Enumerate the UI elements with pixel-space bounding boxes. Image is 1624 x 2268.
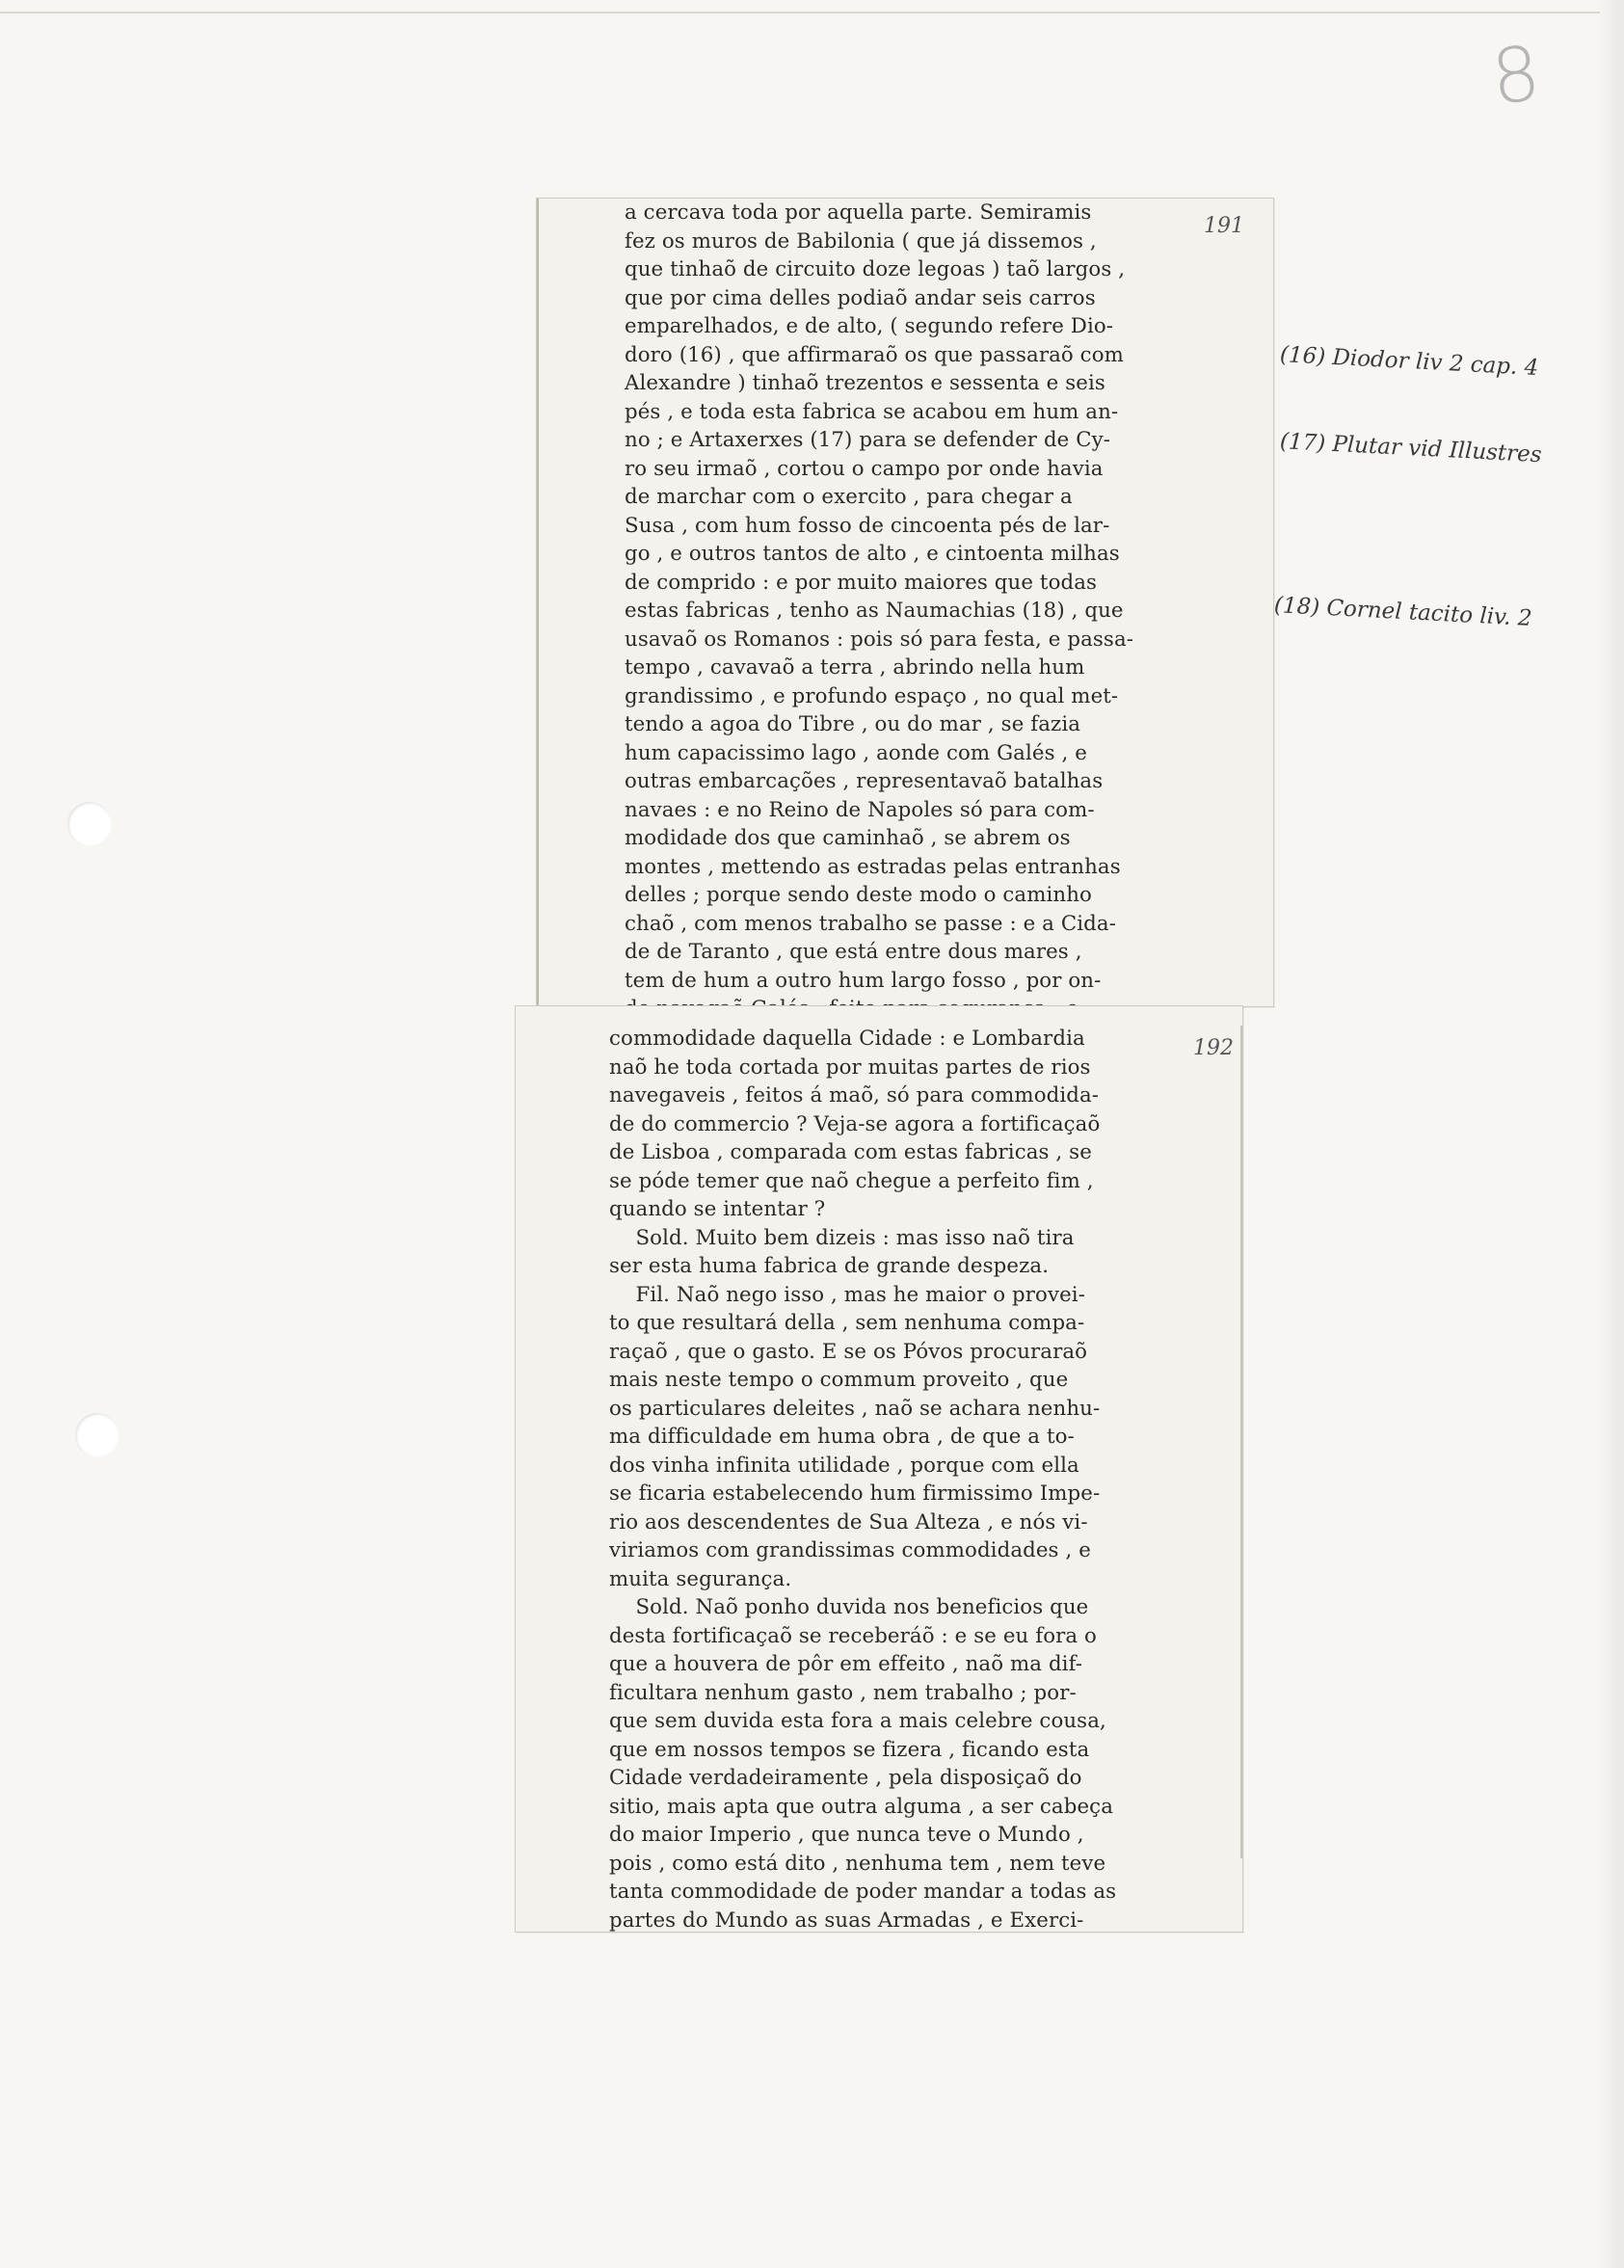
clipping-2 [515,1005,1243,1933]
punch-hole-top [67,802,112,846]
clipping-1 [536,198,1274,1007]
clipping-1-text: a cercava toda por aquella parte. Semiramis fez os muros de Babilonia ( que já dissemos , que tinhaõ de circuito doze legoas ) taõ largos , que por cima delles podiaõ andar seis carros emparelhados, e de alto, ( segundo refere Dio- doro (16) , que affirmaraõ os que passaraõ com Alexandre ) tinhaõ trezentos e sessenta e seis pés , e toda esta fabrica se acabou em hum an- no ; e Artaxerxes (17) para se defender de Cy- ro seu irmaõ , cortou o campo por onde havia de marchar com o exercito , para chegar a Susa , com hum fosso de cincoenta pés de lar- go , e outros tantos de alto , e cintoenta milhas de comprido : e por muito maiores que todas estas fabricas , tenho as Naumachias (18) , que usavaõ os Romanos : pois só para festa, e passa- tempo , cavavaõ a terra , abrindo nella hum grandissimo , e profundo espaço , no qual met- tendo a agoa do Tibre , ou do mar , se fazia hum capacissimo lago , aonde com Galés , e outras embarcações , representavaõ batalhas navaes : e no Reino de Napoles só para com- modidade dos que caminhaõ , se abrem os montes , mettendo as estradas pelas entranhas delles ; porque sendo deste modo o caminho chaõ , com menos trabalho se passe : e a Cida- de de Taranto , que está entre dous mares , tem de hum a outro hum largo fosso , por on- [625,200,1134,993]
punch-hole-bottom [75,1413,120,1457]
margin-note-16: (16) Diodor liv 2 cap. 4 [1279,342,1539,382]
page-ref-191: 191 [1204,214,1244,238]
page-number: 8 [1487,30,1545,122]
clipping-2-text: commodidade daquella Cidade : e Lombardia naõ he toda cortada por muitas partes de rios navegaveis , feitos á maõ, só para commodida- de do commercio ? Veja-se agora a fortificaçaõ de Lisboa , comparada com estas fabricas , se se póde temer que naõ chegue a perfeito fim , quando se intentar ? Sold. Muito bem dizeis : mas isso naõ tira ser esta huma fabrica de grande despeza. Fil. Naõ nego isso , mas he maior o provei- to que resultará della , sem nenhuma compa- raçaõ , que o gasto. E se os Póvos procuraraõ mais neste tempo o commum proveito , que os particulares deleites , naõ se achara nenhu- ma difficuldade em huma obra , de que a to- dos vinha infinita utilidade , porque com ella se ficaria estabelecendo hum firmissimo Impe- rio aos descendentes de Sua Alteza , e nós vi- viriamos com grandissimas commodidades , e muita segurança. Sold. Naõ ponho duvida nos beneficios que desta fortificaçaõ se receberáõ : e se eu fora o que a houvera de pôr em effeito , naõ ma dif- ficultara nenhum gasto , nem trabalho ; por- que sem duvida esta fora a mais celebre cousa, que em nossos tempos se fizera , ficando esta Cidade verdadeiramente , pela disposiçaõ do sitio, mais apta que outra alguma , a ser cabeça do maior Imperio , que nunca teve o Mundo , pois , como está dito , nenhuma tem , nem teve tanta commodidade de poder mandar a todas as partes do Mundo as suas Armadas , e Exerci- [609,1027,1117,1933]
clipping-2-right-rule [1240,1026,1242,1858]
page-edge-shadow [1595,0,1624,2268]
clipping-1-left-rule [537,199,539,1006]
top-edge-line [0,12,1600,13]
margin-note-18: (18) Cornel tacito liv. 2 [1273,593,1533,632]
page-ref-192: 192 [1193,1036,1234,1060]
margin-note-17: (17) Plutar vid Illustres [1279,429,1543,468]
